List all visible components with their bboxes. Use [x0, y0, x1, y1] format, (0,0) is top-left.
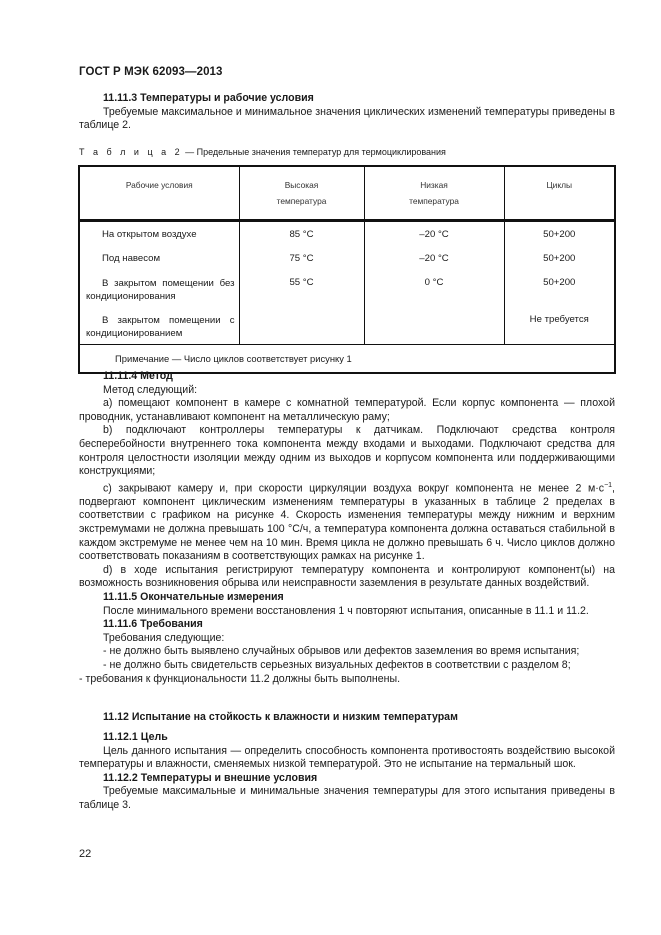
table-row	[79, 246, 615, 270]
table-caption-label: Т а б л и ц а 2	[79, 147, 183, 157]
table-2	[78, 165, 616, 374]
document-id-header: ГОСТ Р МЭК 62093—2013	[79, 66, 223, 78]
paragraph: После минимального времени восстановления 1 ч повторяют испытания, описанные в 11.1 и 11.2.	[103, 604, 589, 617]
high-temp-cell: 85 °C	[239, 221, 364, 247]
table-row	[79, 270, 615, 307]
cycles-cell: Не требуется	[504, 307, 615, 345]
table-row	[79, 307, 615, 345]
cycles-cell: 50+200	[504, 221, 615, 247]
condition-cell: В закрытом помещении с кондиционированием	[86, 315, 235, 339]
list-item: - не должно быть свидетельств серьезных визуальных дефектов в соответствии с разделом 8;	[103, 659, 571, 671]
section-title: 11.11.5 Окончательные измерения	[103, 591, 284, 604]
paragraph: Цель данного испытания — определить способность компонента противостоять воздействию высокой температуры и влажности, сменяемых низкой температурой. Это не испытание на термальный шок.	[79, 744, 615, 771]
cycles-cell: 50+200	[504, 270, 615, 307]
section-title: 11.12.1 Цель	[103, 731, 168, 743]
table-caption-text: Предельные значения температур для термоциклирования	[196, 147, 446, 157]
section-title: 11.12 Испытание на стойкость к влажности и низким температурам	[103, 711, 458, 723]
table-note-row	[79, 345, 615, 374]
list-item-b: b) подключают контроллеры температуры к датчикам. Подключают средства контроля бесперебойности внутреннего тока компонента между входами и выходами. Подключают средства для контроля целостности изоляции между одним из выходов и корпусом компонента или поддерживающими конструкциями;	[79, 424, 615, 478]
section-11-12-1	[79, 731, 615, 813]
header-cell: Рабочие условия	[79, 166, 239, 221]
list-item-a: а) помещают компонент в камере с комнатной температурой. Если корпус компонента — плохой проводник, устанавливают компонент на металлическую раму;	[79, 397, 615, 423]
condition-cell: На открытом воздухе	[102, 229, 197, 240]
list-item: - не должно быть выявлено случайных обрывов или дефектов заземления во время испытания;	[103, 645, 580, 658]
section-11-11-3	[79, 92, 615, 133]
table-note: Примечание — Число циклов соответствует рисунку 1	[79, 345, 615, 374]
low-temp-cell: –20 °C	[364, 221, 504, 247]
paragraph: Требуемые максимальное и минимальное значения циклических изменений температуры приведены в таблице 2.	[79, 105, 615, 132]
condition-cell: Под навесом	[102, 253, 161, 264]
low-temp-cell: 0 °C	[364, 270, 504, 307]
list-item: - требования к функциональности 11.2 должны быть выполнены.	[79, 672, 401, 685]
high-temp-cell: 55 °C	[239, 270, 364, 307]
page-number: 22	[79, 848, 92, 860]
high-temp-cell: 75 °C	[239, 246, 364, 270]
section-title: 11.12.2 Температуры и внешние условия	[103, 771, 318, 784]
table-caption: Т а б л и ц а 2 — Предельные значения температур для термоциклирования	[79, 147, 446, 157]
low-temp-cell: –20 °C	[364, 246, 504, 270]
table-row	[79, 221, 615, 247]
paragraph: Требования следующие:	[103, 631, 225, 644]
low-temp-cell	[364, 307, 504, 345]
section-title: 11.11.3 Температуры и рабочие условия	[103, 92, 314, 104]
paragraph: Требуемые максимальные и минимальные значения температуры для этого испытания приведены в таблице 3.	[79, 785, 615, 811]
table-header-row	[79, 166, 615, 221]
list-item-c: с) закрывают камеру и, при скорости циркуляции воздуха вокруг компонента не менее 2 $м\cdot с^{-1}$, подвергают компонент циклическим изменениям температуры в указанных в таблице 2 пределах в соответствии с графиком на рисунке 4. Скорость изменения температуры между нижним и верхним экстремумами не должна превышать 100 °С/ч, а температура компонента должна оставаться стабильной в каждом экстремуме не менее чем на 10 мин. Время цикла не должно превышать 6 ч. Число циклов должно соответствовать показаниям в соответствующих рамках на рисунке 1.	[79, 481, 615, 563]
list-item-d: d) в ходе испытания регистрируют температуру компонента и контролируют компонент(ы) на возможность возникновения обрыва или неисправности заземления в результате данных воздействий.	[79, 563, 615, 590]
high-temp-cell	[239, 307, 364, 345]
section-title: 11.11.6 Требования	[103, 618, 203, 631]
header-cell: Низкая температура	[364, 166, 504, 221]
paragraph: Метод следующий:	[103, 383, 198, 396]
condition-cell: В закрытом помещении без кондиционирования	[86, 278, 235, 302]
header-cell: Циклы	[504, 166, 615, 221]
section-title: 11.11.4 Метод	[103, 370, 173, 382]
section-11-12	[79, 711, 615, 725]
header-cell: Высокая температура	[239, 166, 364, 221]
section-11-11-4	[79, 370, 615, 686]
cycles-cell: 50+200	[504, 246, 615, 270]
